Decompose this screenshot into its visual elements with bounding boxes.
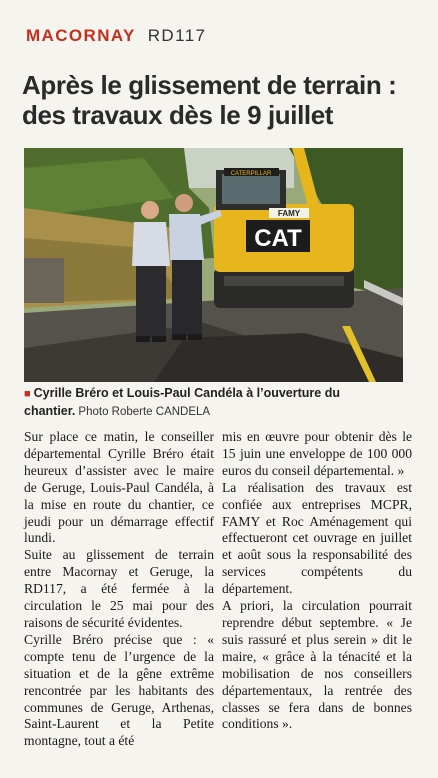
- article-column-left: [24, 429, 214, 750]
- photo-caption: [24, 385, 409, 421]
- caterpillar-logo: CATERPILLAR: [230, 171, 272, 177]
- kicker-road: RD117: [147, 26, 207, 45]
- paragraph: Suite au glissement de terrain entre Macornay et Geruge, la RD117, a été fermée à la circulation le 25 mai pour des raisons de sécurité évidentes.: [24, 547, 214, 630]
- section-kicker: [26, 26, 206, 46]
- cat-badge: CAT: [254, 225, 302, 252]
- caption-bullet-icon: ■: [24, 388, 31, 400]
- paragraph: mis en œuvre pour obtenir dès le 15 juin une enveloppe de 100 000 euros du conseil départemental. »: [222, 429, 412, 478]
- kicker-location: MACORNAY: [26, 26, 136, 45]
- article-headline: Après le glissement de terrain : des travaux dès le 9 juillet: [22, 70, 397, 130]
- article-photo: [24, 148, 403, 382]
- paragraph: Cyrille Bréro précise que : « compte tenu de l’urgence de la situation et de la gêne extrême rencontrée par les habitants des communes de Geruge, Arthenas, Saint-Laurent et la Petite montagne, tout a été: [24, 631, 214, 749]
- paragraph: A priori, la circulation pourrait reprendre début septembre. « Je suis rassuré et plus serein » dit le maire, « grâce à la ténacité et la mobilisation de nos conseillers départementaux, la rentrée des classes se fera dans de bonnes conditions ».: [222, 598, 412, 732]
- photo-illustration: [24, 148, 403, 382]
- paragraph: La réalisation des travaux est confiée aux entreprises MCPR, FAMY et Roc Aménagement qui effectueront cet ouvrage en juillet et août sous la responsabilité des services compétents du département.: [222, 479, 412, 597]
- article-column-right: [222, 429, 412, 733]
- paragraph: Sur place ce matin, le conseiller départemental Cyrille Bréro était heureux d’assister avec le maire de Geruge, Louis-Paul Candéla, à la mise en route du chantier, ce jeudi pour un démarrage effectif lundi.: [24, 429, 214, 546]
- photo-credit: Photo Roberte CANDELA: [78, 406, 211, 418]
- famy-plate: FAMY: [277, 209, 301, 218]
- caption-text: Cyrille Bréro et Louis-Paul Candéla à l’ouverture du chantier.: [24, 386, 340, 418]
